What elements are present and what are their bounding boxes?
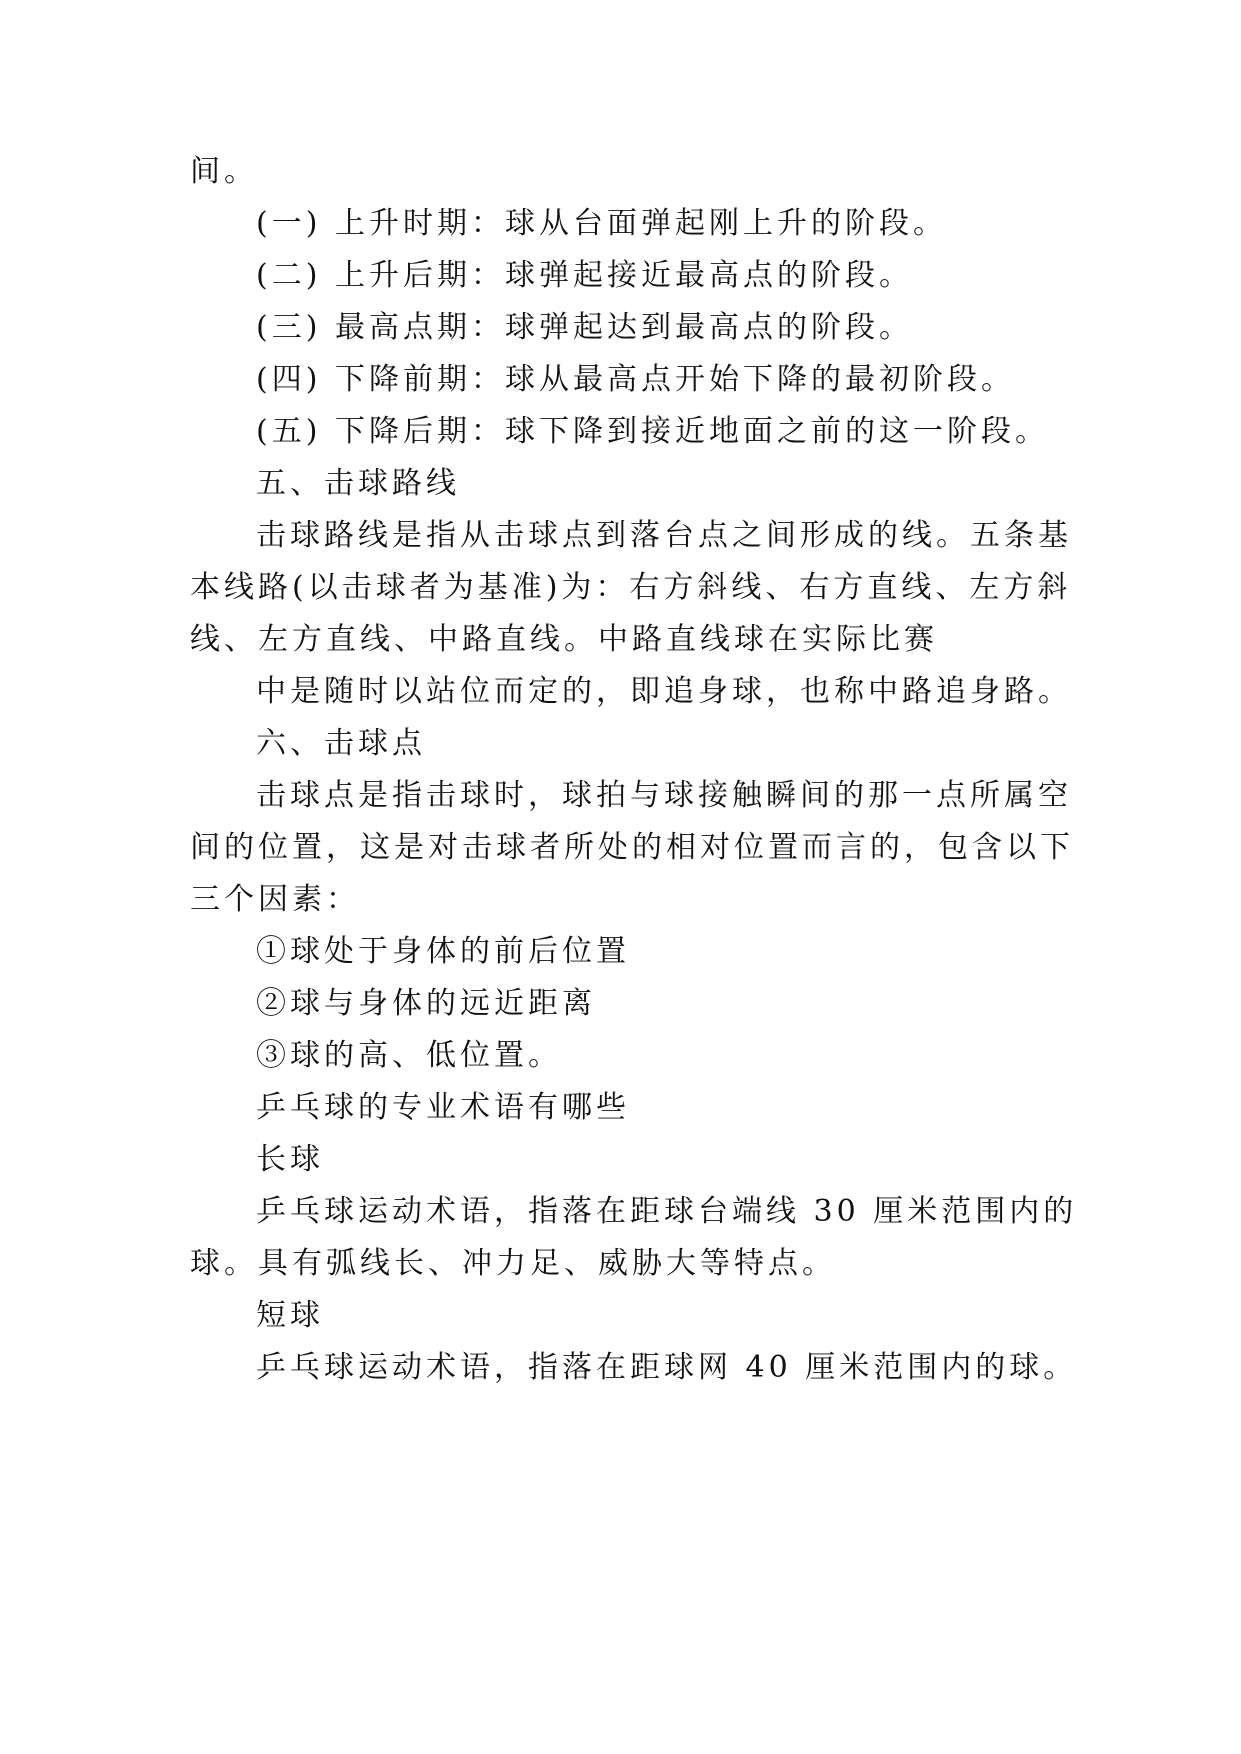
list-item-factor-3: ③球的高、低位置。 (256, 1038, 562, 1073)
paragraph-line: 击球路线是指从击球点到落台点之间形成的线。五条基 (256, 518, 1072, 553)
list-item-factor-1: ①球处于身体的前后位置 (256, 934, 630, 969)
section-heading-hit-route: 五、击球路线 (256, 466, 460, 501)
paragraph-line: 间的位置，这是对击球者所处的相对位置而言的，包含以下 (190, 830, 1074, 865)
section-heading-hit-point: 六、击球点 (256, 726, 426, 761)
list-item-falling-early: (四) 下降前期：球从最高点开始下降的最初阶段。 (256, 362, 1015, 397)
section-heading-terms: 乒乓球的专业术语有哪些 (256, 1090, 630, 1125)
paragraph-line: 间。 (190, 154, 258, 189)
paragraph-line: 乒乓球运动术语，指落在距球台端线 30 厘米范围内的 (256, 1194, 1078, 1229)
paragraph-line: 线、左方直线、中路直线。中路直线球在实际比赛 (190, 622, 938, 657)
paragraph-line: 本线路(以击球者为基准)为：右方斜线、右方直线、左方斜 (190, 570, 1072, 605)
paragraph-line: 中是随时以站位而定的，即追身球，也称中路追身路。 (256, 674, 1072, 709)
list-item-factor-2: ②球与身体的远近距离 (256, 986, 596, 1021)
paragraph-line: 乒乓球运动术语，指落在距球网 40 厘米范围内的球。 (256, 1350, 1078, 1385)
list-item-falling-late: (五) 下降后期：球下降到接近地面之前的这一阶段。 (256, 414, 1049, 449)
paragraph-line: 球。具有弧线长、冲力足、威胁大等特点。 (190, 1246, 836, 1281)
list-item-rising-early: (一) 上升时期：球从台面弹起刚上升的阶段。 (256, 206, 947, 241)
term-heading-short-ball: 短球 (256, 1298, 324, 1333)
paragraph-line: 击球点是指击球时，球拍与球接触瞬间的那一点所属空 (256, 778, 1072, 813)
list-item-rising-late: (二) 上升后期：球弹起接近最高点的阶段。 (256, 258, 913, 293)
list-item-peak: (三) 最高点期：球弹起达到最高点的阶段。 (256, 310, 913, 345)
paragraph-line: 三个因素： (190, 882, 360, 917)
term-heading-long-ball: 长球 (256, 1142, 324, 1177)
